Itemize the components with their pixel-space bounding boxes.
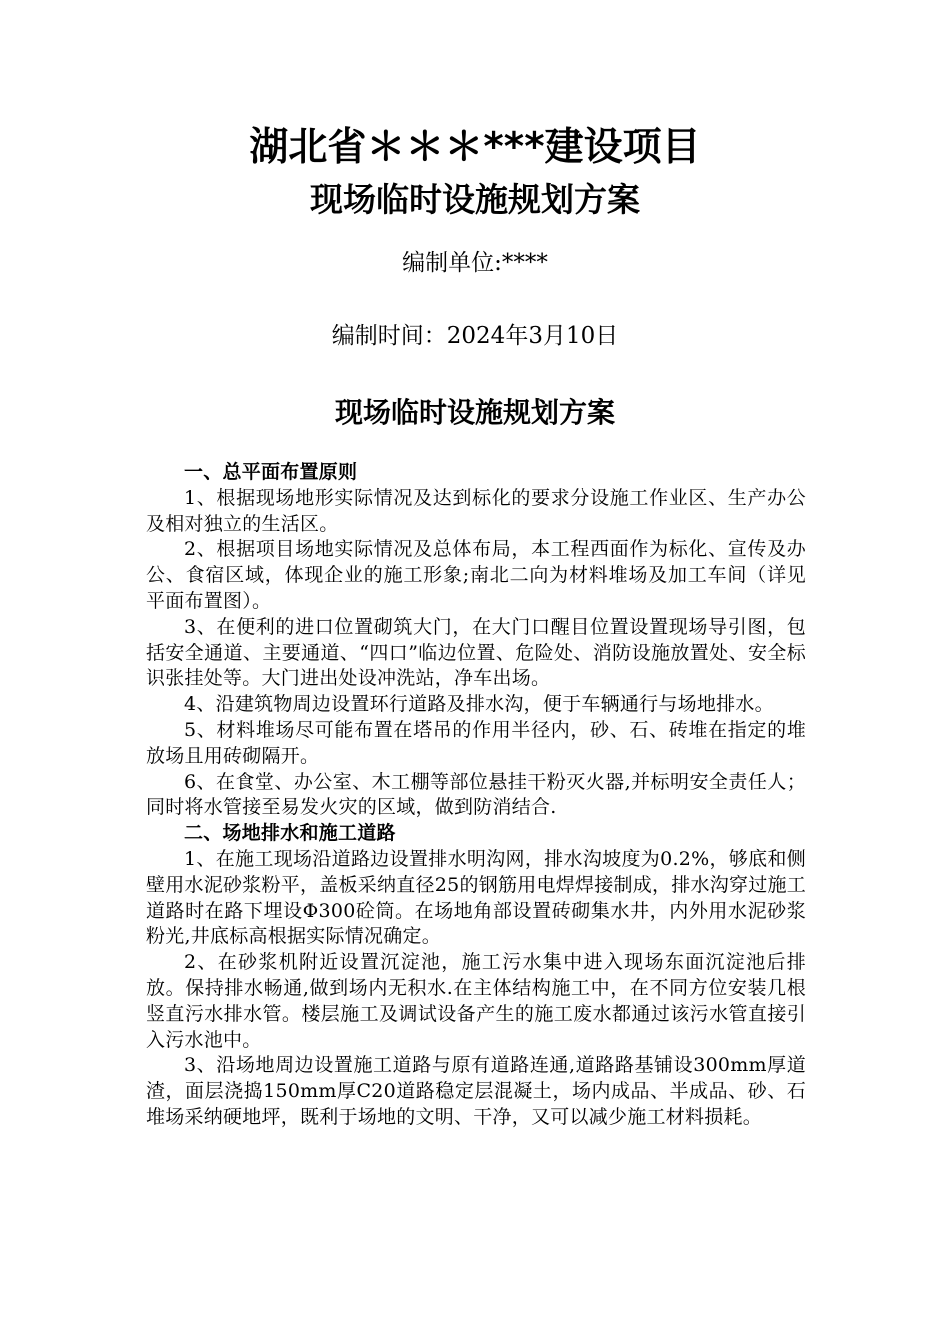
paragraph: 5、材料堆场尽可能布置在塔吊的作用半径内，砂、石、砖堆在指定的堆放场且用砖砌隔开。	[146, 718, 806, 767]
document-subtitle: 现场临时设施规划方案	[310, 180, 640, 219]
paragraph: 2、在砂浆机附近设置沉淀池，施工污水集中进入现场东面沉淀池后排放。保持排水畅通,做到场内无积水.在主体结构施工中，在不同方位安装几根竖直污水排水管。楼层施工及调试设备产生的施工废水都通过该污水管直接引入污水池中。	[146, 951, 806, 1051]
section-heading-drainage-roads: 二、场地排水和施工道路	[184, 822, 396, 845]
paragraph: 3、沿场地周边设置施工道路与原有道路连通,道路路基铺设300mm厚道渣，面层浇捣150mm厚C20道路稳定层混凝土，场内成品、半成品、砂、石堆场采纳硬地坪，既利于场地的文明、干净，又可以减少施工材料损耗。	[146, 1054, 806, 1128]
paragraph: 2、根据项目场地实际情况及总体布局，本工程西面作为标化、宣传及办公、食宿区域，体现企业的施工形象;南北二向为材料堆场及加工车间（详见平面布置图）。	[146, 538, 806, 612]
section-title: 现场临时设施规划方案	[334, 396, 615, 429]
paragraph: 1、在施工现场沿道路边设置排水明沟网，排水沟坡度为0.2%，够底和侧壁用水泥砂浆粉平，盖板采纳直径25的钢筋用电焊焊接制成，排水沟穿过施工道路时在路下埋设Φ300砼筒。在场地角部设置砖砌集水井，内外用水泥砂浆粉光,井底标高根据实际情况确定。	[146, 847, 806, 948]
document-body	[146, 460, 806, 1131]
paragraph: 1、根据现场地形实际情况及达到标化的要求分设施工作业区、生产办公及相对独立的生活区。	[146, 486, 806, 535]
section-heading-layout-principles: 一、总平面布置原则	[184, 461, 358, 483]
paragraph: 3、在便利的进口位置砌筑大门，在大门口醒目位置设置现场导引图，包括安全通道、主要通道、“四口”临边位置、危险处、消防设施放置处、安全标识张挂处等。大门进出处设冲洗站，净车出场。	[146, 615, 806, 690]
date-line: 编制时间：2024年3月10日	[331, 323, 619, 349]
document-title: 湖北省＊＊＊***建设项目	[249, 125, 701, 170]
paragraph: 4、沿建筑物周边设置环行道路及排水沟，便于车辆通行与场地排水。	[184, 693, 774, 716]
compiler-line: 编制单位:****	[402, 250, 548, 276]
paragraph: 6、在食堂、办公室、木工棚等部位悬挂干粉灭火器,并标明安全责任人；同时将水管接至易发火灾的区域，做到防消结合.	[146, 770, 806, 819]
